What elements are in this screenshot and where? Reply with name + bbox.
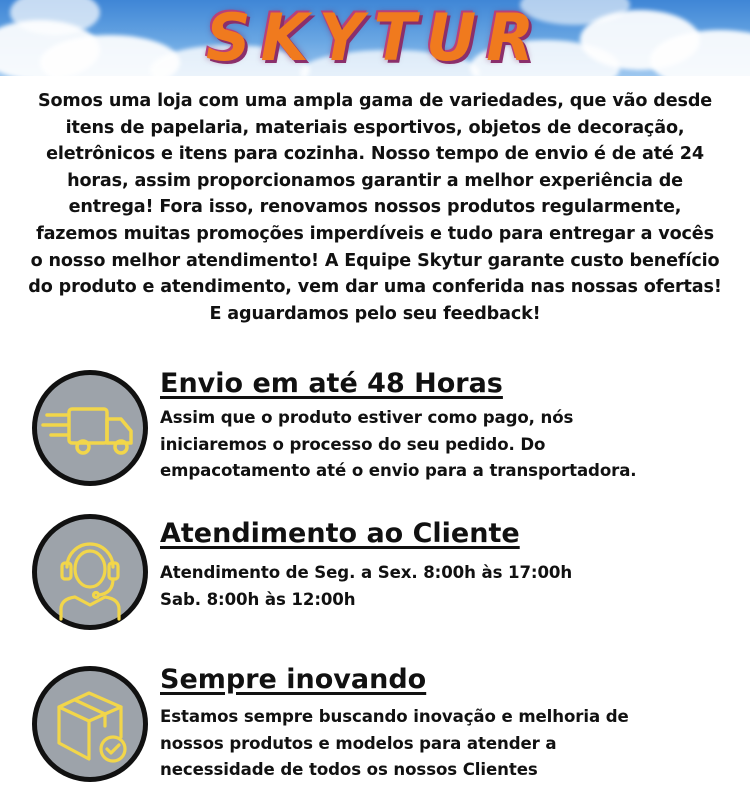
feature-description: Estamos sempre buscando inovação e melhoria de nossos produtos e modelos para atender a necessidade de todos os nossos Clientes bbox=[160, 707, 629, 779]
feature-title: Sempre inovando bbox=[160, 664, 427, 695]
intro-line: o nosso melhor atendimento! A Equipe Skytur garante custo benefício bbox=[30, 250, 720, 271]
delivery-truck-icon bbox=[32, 370, 148, 486]
feature-title: Atendimento ao Cliente bbox=[160, 518, 520, 549]
intro-line: E aguardamos pelo seu feedback! bbox=[209, 303, 541, 324]
intro-line: Somos uma loja com uma ampla gama de variedades, que vão desde bbox=[37, 91, 713, 111]
intro-line: entrega! Fora isso, renovamos nossos produtos regularmente, bbox=[68, 197, 682, 218]
intro-line: fazemos muitas promoções imperdíveis e tudo para entregar a vocês bbox=[36, 223, 714, 244]
intro-line: eletrônicos e itens para cozinha. Nosso tempo de envio é de até 24 bbox=[46, 144, 704, 165]
header-banner bbox=[0, 0, 750, 76]
store-description bbox=[0, 88, 750, 327]
intro-line: itens de papelaria, materiais esportivos, objetos de decoração, bbox=[65, 117, 685, 138]
headset-agent-icon bbox=[32, 514, 148, 630]
intro-line: do produto e atendimento, vem dar uma conferida nas nossas ofertas! bbox=[28, 277, 722, 298]
brand-logo: SKYTUR bbox=[206, 0, 544, 76]
feature-title: Envio em até 48 Horas bbox=[160, 368, 503, 399]
feature-description: Assim que o produto estiver como pago, nós iniciaremos o processo do seu pedido. Do empacotamento até o envio para a transportadora. bbox=[160, 408, 637, 480]
feature-description: Atendimento de Seg. a Sex. 8:00h às 17:00h Sab. 8:00h às 12:00h bbox=[160, 563, 573, 609]
box-check-icon bbox=[32, 666, 148, 782]
intro-line: horas, assim proporcionamos garantir a melhor experiência de bbox=[67, 170, 683, 191]
